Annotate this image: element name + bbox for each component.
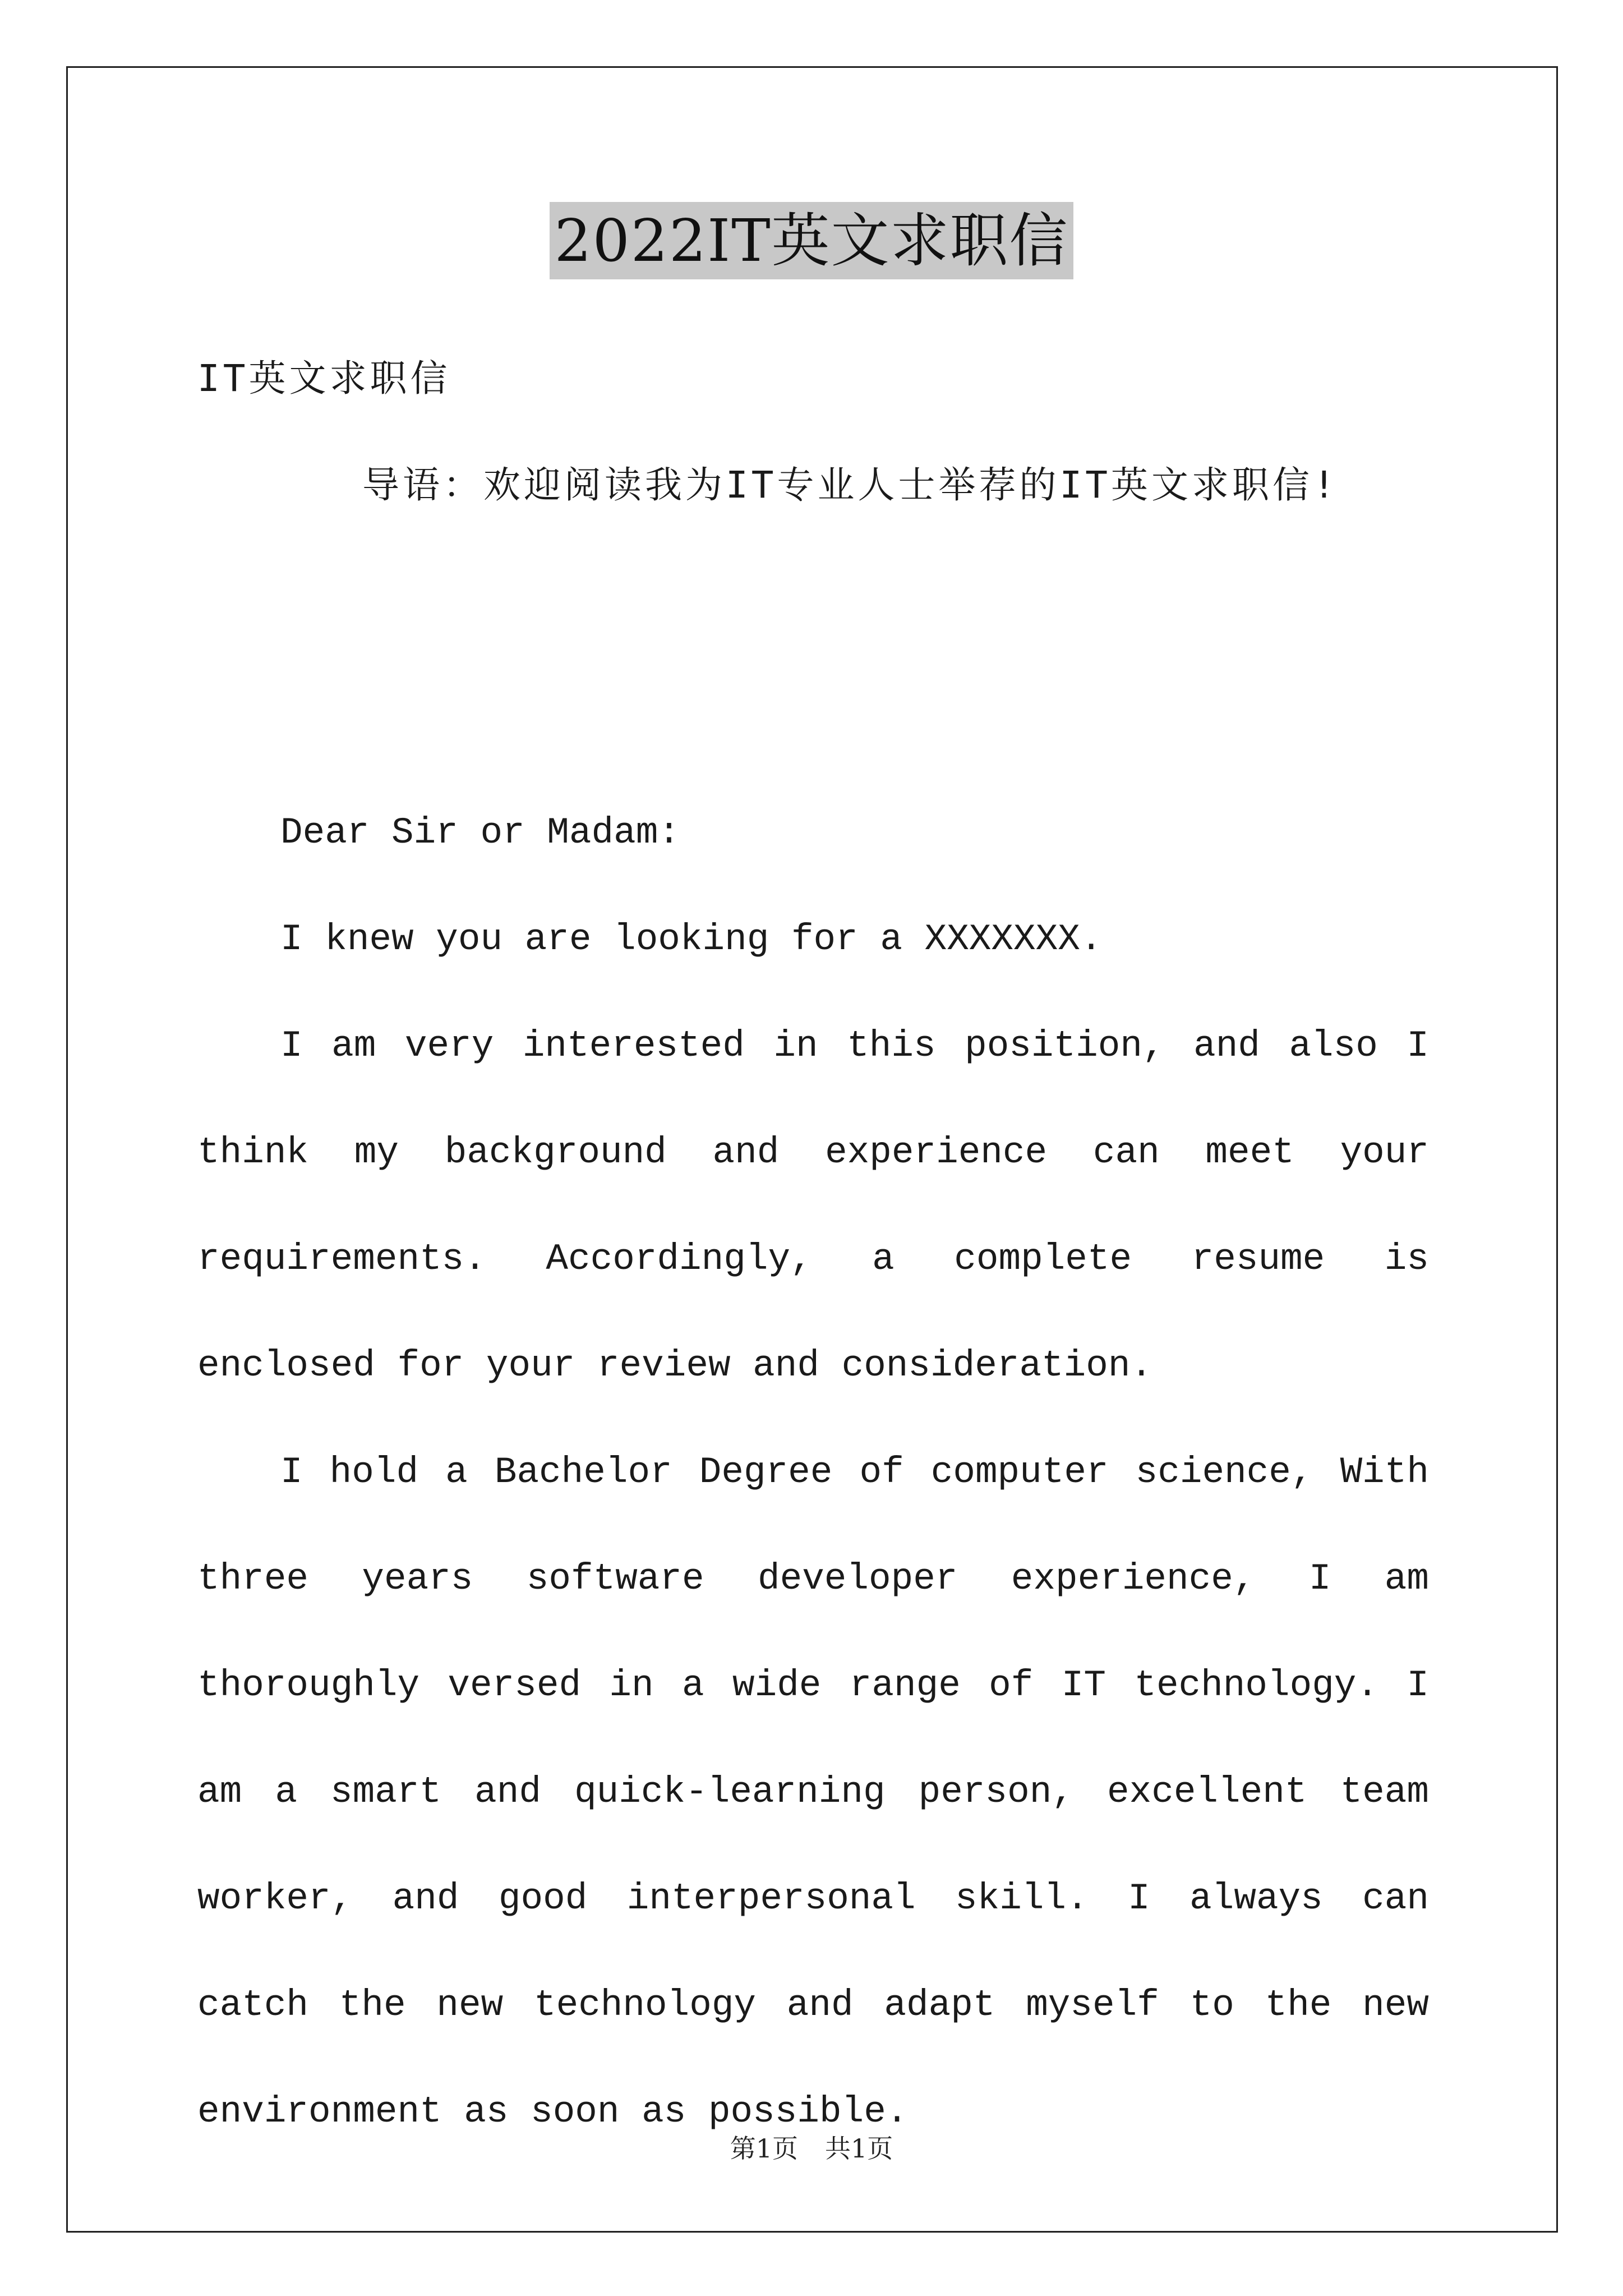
page-footer [0, 2132, 1623, 2165]
document-subtitle: IT英文求职信 [197, 357, 451, 400]
letter-body [197, 780, 1429, 2165]
document-title: 2022IT英文求职信 [550, 202, 1073, 279]
page-total: 共1页 [825, 2133, 893, 2164]
page-number: 第1页 [730, 2133, 798, 2164]
body-paragraph: I am very interested in this position, and also I think my background and experience can meet your requirements. Accordingly, a complete resume is enclosed for your review and consideration. [197, 1025, 1429, 1387]
body-paragraph: I knew you are looking for a XXXXXXX. [280, 918, 1103, 960]
salutation: Dear Sir or Madam: [280, 812, 680, 854]
body-paragraph: I hold a Bachelor Degree of computer science, With three years software developer experience, I am thoroughly versed in a wide range of IT technology. I am a smart and quick-learning person, excellent team worker, and good interpersonal skill. I always can catch the new technology and adapt myself to the new environment as soon as possible. [197, 1451, 1429, 2133]
title-container [0, 202, 1623, 279]
intro-text: 导语：欢迎阅读我为IT专业人士举荐的IT英文求职信! [362, 463, 1339, 507]
